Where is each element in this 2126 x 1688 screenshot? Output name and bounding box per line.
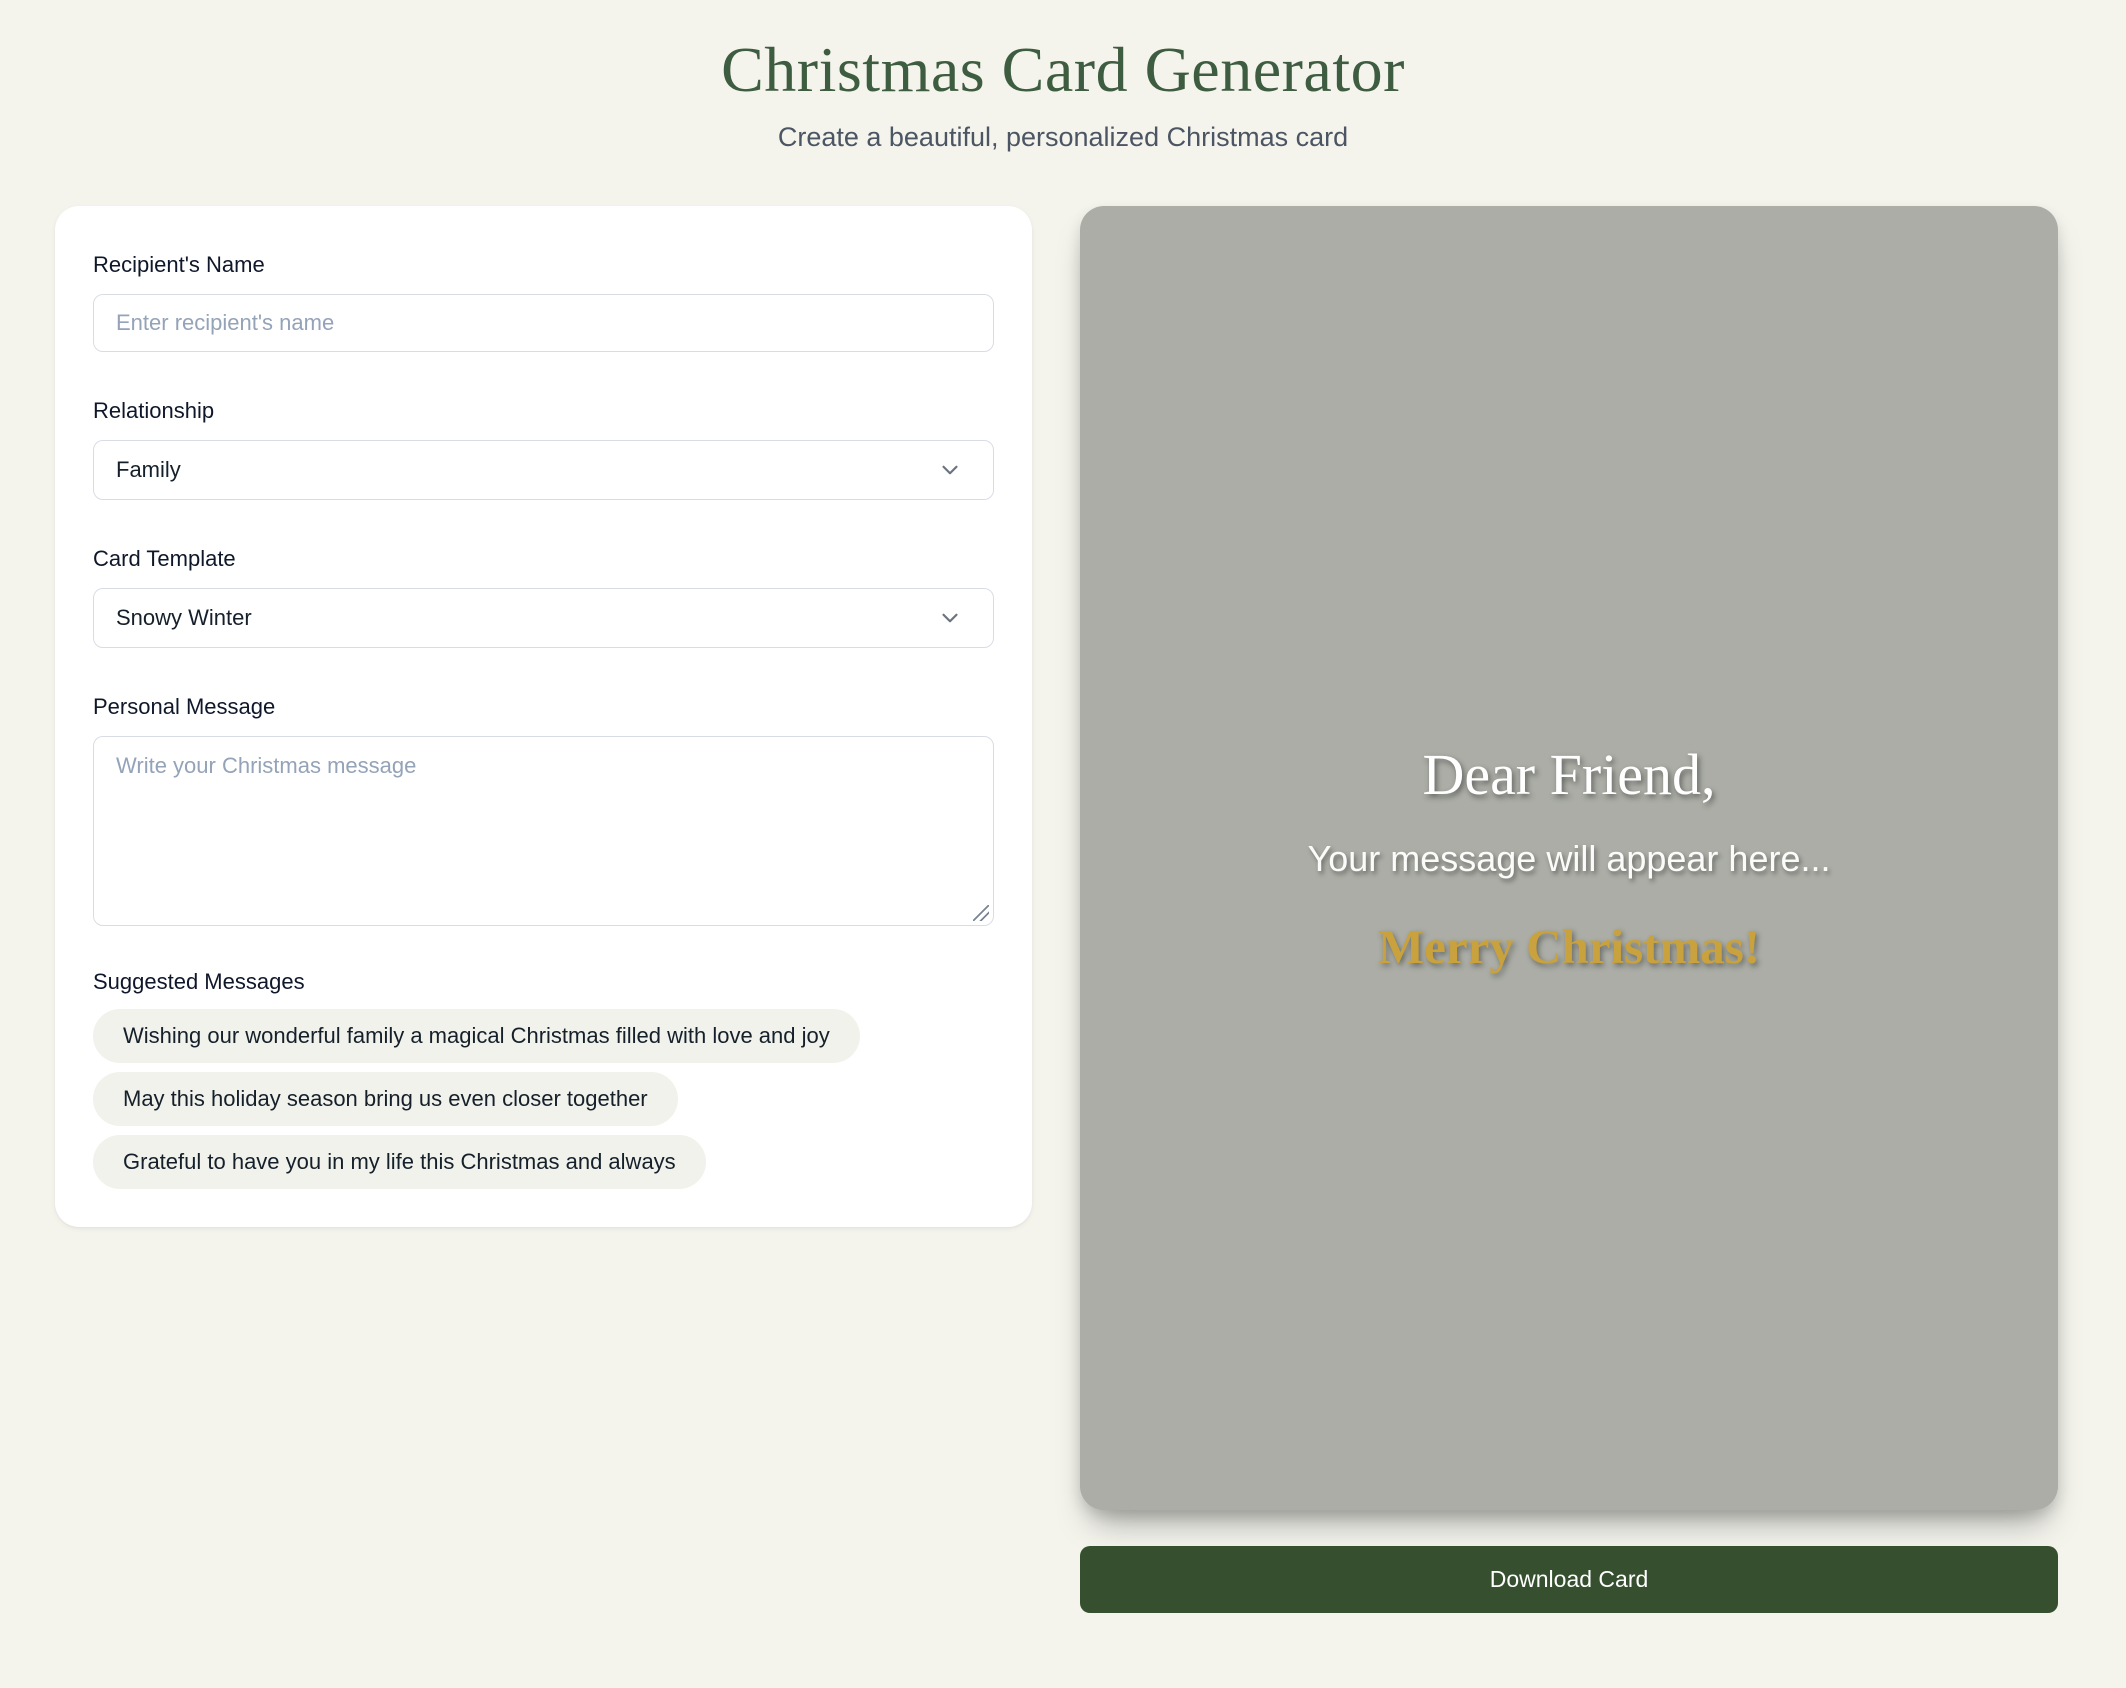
download-card-button[interactable]: Download Card xyxy=(1080,1546,2058,1613)
recipient-name-label: Recipient's Name xyxy=(93,252,265,277)
relationship-field xyxy=(93,398,994,500)
card-closing: Merry Christmas! xyxy=(1377,919,1761,974)
suggestion-pill[interactable]: May this holiday season bring us even closer together xyxy=(93,1072,678,1126)
chevron-down-icon xyxy=(937,605,963,631)
card-message-placeholder: Your message will appear here... xyxy=(1307,838,1831,879)
suggested-messages-label: Suggested Messages xyxy=(93,969,305,994)
card-template-field xyxy=(93,546,994,648)
suggestion-pill[interactable]: Grateful to have you in my life this Christmas and always xyxy=(93,1135,706,1189)
suggested-messages-section xyxy=(93,969,994,1189)
relationship-label: Relationship xyxy=(93,398,215,423)
card-preview xyxy=(1080,206,2058,1510)
card-template-selected-value: Snowy Winter xyxy=(116,605,252,630)
personal-message-label: Personal Message xyxy=(93,694,276,719)
recipient-name-input[interactable] xyxy=(93,294,994,352)
page-subtitle: Create a beautiful, personalized Christmas card xyxy=(777,122,1349,152)
card-template-label: Card Template xyxy=(93,546,236,571)
personal-message-field xyxy=(93,694,994,926)
suggestion-pill[interactable]: Wishing our wonderful family a magical Christmas filled with love and joy xyxy=(93,1009,860,1063)
relationship-selected-value: Family xyxy=(116,457,181,482)
page-header xyxy=(0,0,2126,153)
page-title: Christmas Card Generator xyxy=(721,34,1405,105)
chevron-down-icon xyxy=(937,457,963,483)
form-panel xyxy=(55,206,1032,1227)
main-layout xyxy=(55,206,2126,1613)
card-template-select[interactable] xyxy=(93,588,994,648)
recipient-name-field xyxy=(93,252,994,352)
personal-message-textarea[interactable] xyxy=(93,736,994,926)
relationship-select[interactable] xyxy=(93,440,994,500)
card-greeting: Dear Friend, xyxy=(1422,742,1716,807)
preview-column xyxy=(1080,206,2058,1613)
